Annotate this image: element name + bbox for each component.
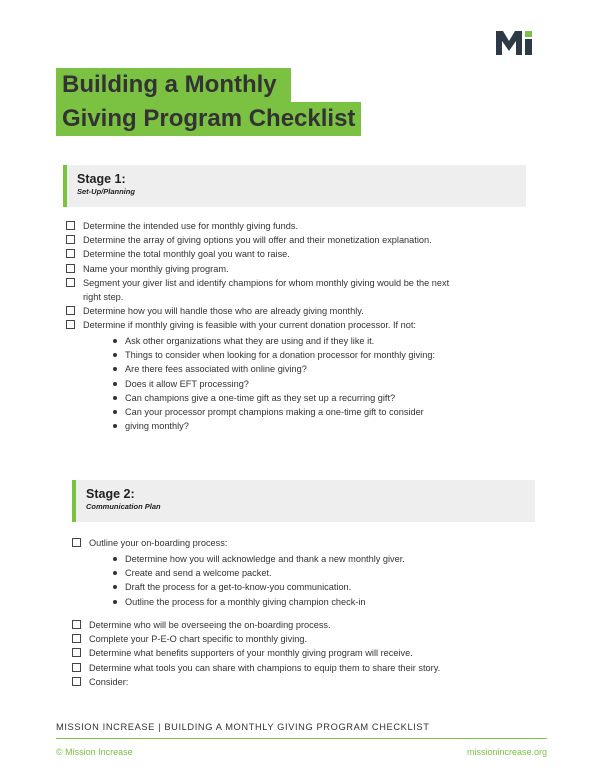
list-item bbox=[113, 580, 513, 594]
stage-1-bullets bbox=[113, 334, 493, 433]
stage-1-header bbox=[63, 165, 526, 207]
list-item bbox=[113, 552, 513, 566]
checkbox[interactable] bbox=[66, 306, 75, 315]
list-item bbox=[113, 595, 513, 609]
list-item bbox=[113, 566, 513, 580]
checklist-item-label: Determine what benefits supporters of your monthly giving program will receive. bbox=[89, 648, 413, 659]
bullet-icon bbox=[113, 367, 117, 371]
title-line-1: Building a Monthly bbox=[56, 68, 291, 102]
list-item-label: Determine how you will acknowledge and thank a new monthly giver. bbox=[125, 554, 405, 564]
checklist-item-label: Consider: bbox=[89, 676, 129, 687]
bullet-icon bbox=[113, 410, 117, 414]
list-item bbox=[113, 362, 493, 376]
bullet-icon bbox=[113, 600, 117, 604]
stage-2-header bbox=[72, 480, 535, 522]
list-item-label: Create and send a welcome packet. bbox=[125, 568, 272, 579]
checklist-item bbox=[66, 247, 461, 261]
mission-increase-logo bbox=[496, 31, 536, 55]
checklist-item bbox=[72, 632, 502, 646]
list-item-label: Can champions give a one-time gift as they set up a recurring gift? bbox=[125, 392, 396, 403]
bullet-icon bbox=[113, 339, 117, 343]
bullet-icon bbox=[113, 424, 117, 428]
footer-divider bbox=[56, 738, 547, 739]
checklist-item bbox=[72, 675, 502, 689]
list-item-label: Does it allow EFT processing? bbox=[125, 378, 249, 389]
checkbox[interactable] bbox=[66, 278, 75, 287]
checklist-item-label: Determine if monthly giving is feasible with your current donation processor. If not: bbox=[83, 320, 416, 331]
checklist-item-label: Determine how you will handle those who are already giving monthly. bbox=[83, 306, 364, 317]
checklist-item-label: Segment your giver list and identify champions for whom monthly giving would be the next right step. bbox=[83, 277, 450, 303]
stage-2-checklist-top bbox=[72, 536, 492, 550]
checkbox[interactable] bbox=[66, 221, 75, 230]
list-item bbox=[113, 348, 493, 362]
checklist-item bbox=[66, 304, 461, 318]
checkbox[interactable] bbox=[72, 677, 81, 686]
checklist-item bbox=[72, 536, 492, 550]
checklist-item bbox=[72, 661, 502, 675]
stage-1-subtitle: Set-Up/Planning bbox=[77, 187, 135, 196]
checklist-item bbox=[66, 219, 461, 233]
bullet-icon bbox=[113, 585, 117, 589]
checklist-item bbox=[66, 233, 461, 247]
checkbox[interactable] bbox=[66, 249, 75, 258]
list-item-label: Draft the process for a get-to-know-you communication. bbox=[125, 582, 352, 593]
footer-copyright: © Mission Increase bbox=[56, 747, 133, 757]
checklist-item bbox=[66, 318, 461, 332]
stage-1-checklist bbox=[66, 219, 461, 333]
stage-2-bullets bbox=[113, 552, 513, 609]
bullet-icon bbox=[113, 353, 117, 357]
stage-2-subtitle: Communication Plan bbox=[86, 502, 161, 511]
stage-2-checklist bbox=[72, 618, 502, 689]
checklist-item bbox=[72, 618, 502, 632]
list-item bbox=[113, 377, 493, 391]
bullet-icon bbox=[113, 571, 117, 575]
list-item-label: Can your processor prompt champions making a one-time gift to consider bbox=[125, 407, 424, 418]
checklist-item-label: Determine what tools you can share with champions to equip them to share their story. bbox=[89, 662, 441, 673]
stage-1-title: Stage 1: bbox=[77, 172, 126, 186]
page-title bbox=[56, 68, 361, 136]
checkbox[interactable] bbox=[66, 235, 75, 244]
footer-header: MISSION INCREASE | BUILDING A MONTHLY GIVING PROGRAM CHECKLIST bbox=[56, 722, 430, 732]
list-item bbox=[113, 405, 493, 419]
stage-2-title: Stage 2: bbox=[86, 487, 135, 501]
checklist-item bbox=[72, 646, 502, 660]
checklist-item-label: Name your monthly giving program. bbox=[83, 263, 229, 274]
list-item-label: Are there fees associated with online giving? bbox=[125, 364, 307, 375]
checklist-item-label: Outline your on-boarding process: bbox=[89, 538, 228, 548]
bullet-icon bbox=[113, 382, 117, 386]
checkbox[interactable] bbox=[66, 264, 75, 273]
checkbox[interactable] bbox=[72, 663, 81, 672]
list-item-label: Things to consider when looking for a donation processor for monthly giving: bbox=[125, 350, 435, 361]
list-item bbox=[113, 334, 493, 348]
footer-url-link[interactable]: missionincrease.org bbox=[466, 747, 547, 757]
checkbox[interactable] bbox=[72, 634, 81, 643]
checklist-item-label: Determine the intended use for monthly giving funds. bbox=[83, 221, 299, 231]
checklist-item-label: Determine the total monthly goal you want to raise. bbox=[83, 249, 290, 260]
list-item-label: giving monthly? bbox=[125, 421, 189, 432]
list-item bbox=[113, 419, 493, 433]
checklist-item-label: Complete your P-E-O chart specific to monthly giving. bbox=[89, 634, 308, 645]
checklist-item-label: Determine the array of giving options you will offer and their monetization explanation. bbox=[83, 235, 432, 246]
checkbox[interactable] bbox=[72, 620, 81, 629]
checkbox[interactable] bbox=[72, 648, 81, 657]
title-line-2: Giving Program Checklist bbox=[56, 102, 361, 136]
bullet-icon bbox=[113, 557, 117, 561]
list-item bbox=[113, 391, 493, 405]
checklist-item bbox=[66, 262, 461, 276]
checkbox[interactable] bbox=[72, 538, 81, 547]
checklist-item bbox=[66, 276, 461, 304]
checkbox[interactable] bbox=[66, 320, 75, 329]
checklist-item-label: Determine who will be overseeing the on-boarding process. bbox=[89, 620, 331, 630]
bullet-icon bbox=[113, 396, 117, 400]
list-item-label: Ask other organizations what they are using and if they like it. bbox=[125, 336, 375, 346]
list-item-label: Outline the process for a monthly giving champion check-in bbox=[125, 596, 366, 607]
